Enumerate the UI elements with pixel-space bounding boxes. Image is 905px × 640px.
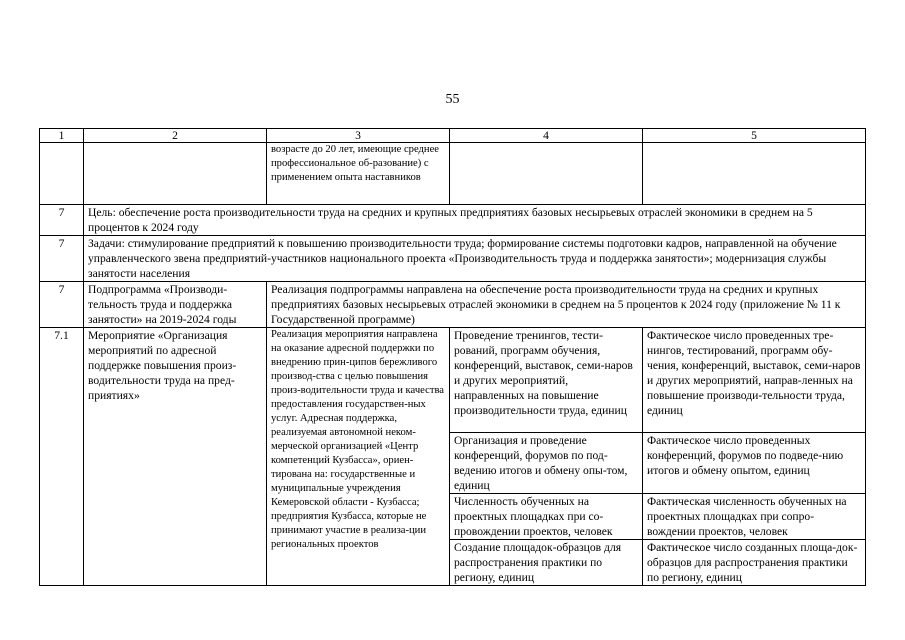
header-cell-1: 1 (40, 129, 84, 143)
indicator-method: Фактическое число проведенных тре-нингов, тестирований, программ обу-чения, конференций, выставок, семи-наров и других мероприятий, направ-ленных на повышение производи-тельности труда, единиц (643, 328, 866, 433)
subprogram-text: Реализация подпрограммы направлена на обеспечение роста производительности труда на средних и крупных предприятиях базовых несырьевых отраслей экономики в среднем на 5 процентов к 2024 году (приложение № 11 к Государственной программе) (267, 282, 866, 328)
table-header-row (40, 129, 866, 143)
header-cell-3: 3 (267, 129, 450, 143)
header-cell-2: 2 (84, 129, 267, 143)
cont-name-cell (84, 143, 267, 205)
program-table (39, 128, 866, 586)
page-number: 55 (445, 92, 460, 107)
subprogram-name: Подпрограмма «Производи-тельность труда и поддержка занятости» на 2019-2024 годы (84, 282, 267, 328)
goal-text: Цель: обеспечение роста производительности труда на средних и крупных предприятиях базовых несырьевых отраслей экономики в среднем на 5 процентов к 2024 году (84, 205, 866, 236)
cont-indicator-cell (450, 143, 643, 205)
measure-row (40, 328, 866, 433)
measure-number: 7.1 (40, 328, 84, 586)
subprogram-row (40, 282, 866, 328)
indicator-name: Численность обученных на проектных площадках при со-провождении проектов, человек (450, 494, 643, 540)
indicator-method: Фактическое число проведенных конференций, форумов по подведе-нию итогов и обмену опытом, единиц (643, 433, 866, 494)
continuation-row (40, 143, 866, 205)
indicator-method: Фактическая численность обученных на проектных площадках при сопро-вождении проектов, человек (643, 494, 866, 540)
tasks-number: 7 (40, 236, 84, 282)
indicator-name: Проведение тренингов, тести-рований, программ обучения, конференций, выставок, семи-наров и других мероприятий, направленных на повышение производительности труда, единиц (450, 328, 643, 433)
measure-description: Реализация мероприятия направлена на оказание адресной поддержки по внедрению прин-ципов бережливого производ-ства с целью повышения произ-водительности труда и качества предоставления государствен-ных услуг. Адресная поддержка, реализуемая автономной неком-мерческой организацией «Центр компетенций Кузбасса», ориен-тирована на: государственные и муниципальные учреждения Кемеровской области - Кузбасса; предприятия Кузбасса, которые не принимают участие в реализа-ции региональных проектов (267, 328, 450, 586)
goal-row (40, 205, 866, 236)
measure-name: Мероприятие «Организация мероприятий по адресной поддержке повышения произ-водительности труда на пред-приятиях» (84, 328, 267, 586)
tasks-row (40, 236, 866, 282)
indicator-name: Организация и проведение конференций, форумов по под-ведению итогов и обмену опы-том, единиц (450, 433, 643, 494)
cont-method-cell (643, 143, 866, 205)
tasks-text: Задачи: стимулирование предприятий к повышению производительности труда; формирование системы подготовки кадров, направленной на обучение управленческого звена предприятий-участников национального проекта «Производительность труда и поддержка занятости»; модернизация службы занятости населения (84, 236, 866, 282)
header-cell-4: 4 (450, 129, 643, 143)
subprogram-number: 7 (40, 282, 84, 328)
indicator-name: Создание площадок-образцов для распространения практики по региону, единиц (450, 540, 643, 586)
goal-number: 7 (40, 205, 84, 236)
indicator-method: Фактическое число созданных площа-док-образцов для распространения практики по региону, единиц (643, 540, 866, 586)
header-cell-5: 5 (643, 129, 866, 143)
cont-description-cell: возрасте до 20 лет, имеющие среднее профессиональное об-разование) с применением опыта наставников (267, 143, 450, 205)
cont-num-cell (40, 143, 84, 205)
